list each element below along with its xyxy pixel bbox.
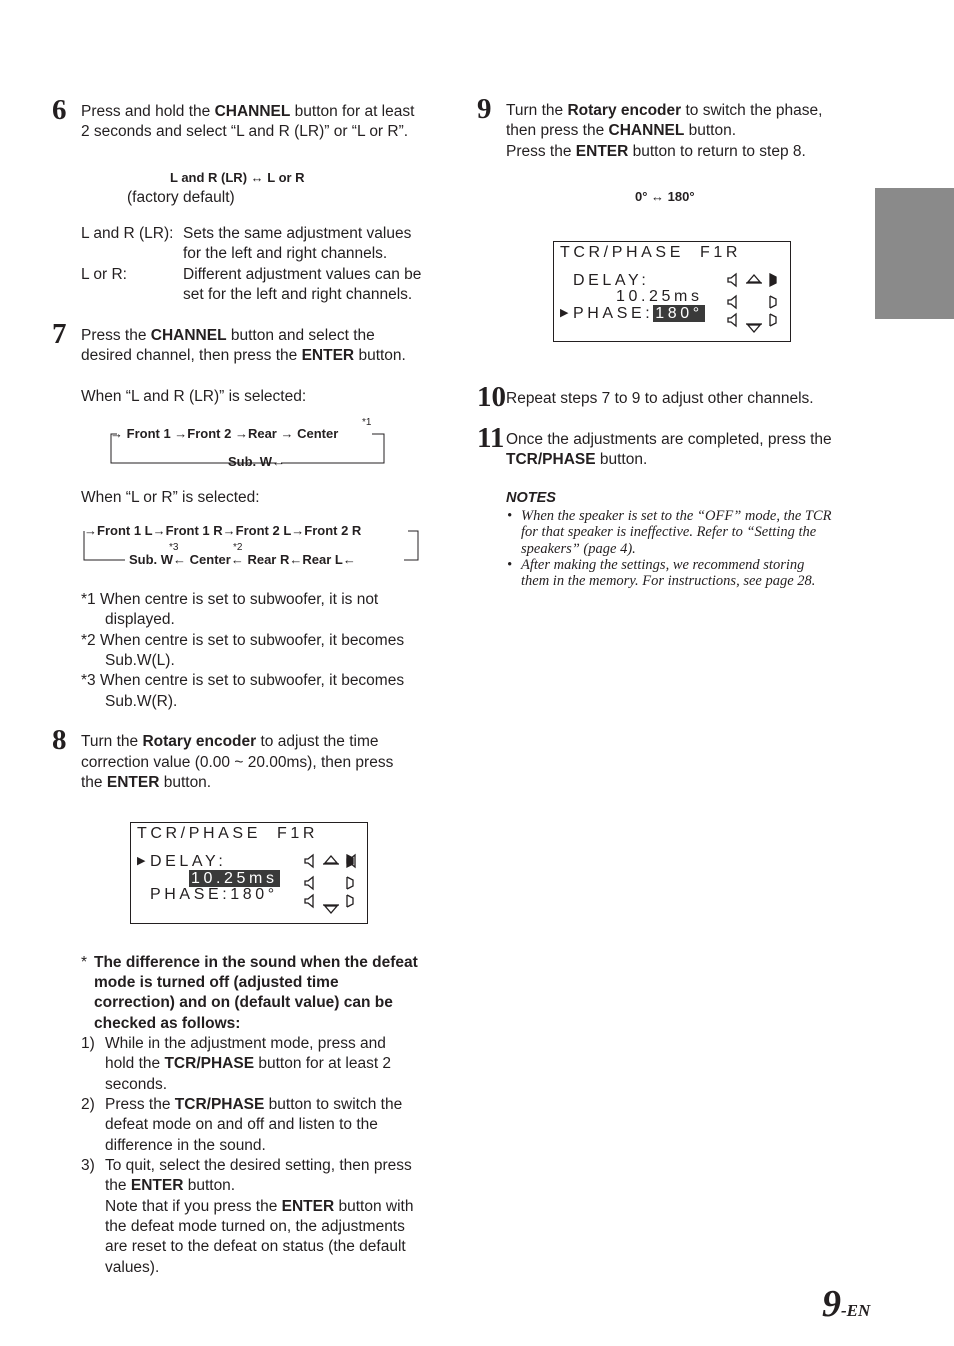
when-lr-selected: When “L and R (LR)” is selected:	[81, 388, 307, 405]
defeat-item-3-line-6: values).	[105, 1259, 160, 1276]
lcd-delay-value: 10.25ms	[191, 870, 278, 887]
definition-lr-line-1: Sets the same adjustment values	[183, 225, 412, 242]
step-11-line-1: Once the adjustments are completed, press the	[506, 431, 832, 448]
defeat-item-3-line-2: the ENTER button.	[105, 1177, 236, 1194]
step-9-number: 9	[477, 93, 492, 125]
step-7-line-2: desired channel, then press the ENTER button.	[81, 347, 406, 364]
footnote-1-line-2: displayed.	[105, 611, 175, 628]
definition-l-or-r-line-2: set for the left and right channels.	[183, 286, 413, 303]
step-10-number: 10	[477, 381, 506, 413]
note-2-line-1: After making the settings, we recommend storing	[521, 557, 805, 573]
defeat-item-2-line-3: difference in the sound.	[105, 1137, 266, 1154]
step-8-line-2: correction value (0.00 ~ 20.00ms), then press	[81, 754, 394, 771]
lcd-cursor: ▶	[560, 307, 569, 319]
note-1-line-2: for that speaker is ineffective. Refer to “Setting the	[521, 524, 817, 540]
section-tab	[875, 188, 954, 319]
footnote-mark-1: *1	[362, 417, 372, 428]
factory-default-note: (factory default)	[127, 189, 235, 206]
defeat-item-1-line-1: While in the adjustment mode, press and	[105, 1035, 386, 1052]
step-8-number: 8	[52, 724, 67, 756]
lr-flow-sequence: → Front 1 →Front 2 →Rear → Center	[110, 426, 339, 441]
lcd-title: TCR/PHASE F1R	[560, 244, 742, 261]
note-2-bullet: •	[507, 557, 513, 573]
step-11-line-2: TCR/PHASE button.	[506, 451, 648, 468]
defeat-heading-4: checked as follows:	[94, 1015, 241, 1032]
footnote-mark-2: *2	[233, 542, 243, 553]
defeat-item-1-line-2: hold the TCR/PHASE button for at least 2	[105, 1055, 392, 1072]
defeat-heading-2: mode is turned off (adjusted time	[94, 974, 339, 991]
speaker-layout-icon	[722, 270, 786, 336]
step-10-text: Repeat steps 7 to 9 to adjust other channels.	[506, 390, 814, 407]
when-l-or-r-selected: When “L or R” is selected:	[81, 489, 260, 506]
footnote-2-line-2: Sub.W(L).	[105, 652, 175, 669]
lcd-phase: PHASE:180°	[150, 886, 278, 903]
lcd-display-delay	[130, 822, 368, 924]
note-2-line-2: them in the memory. For instructions, see page 28.	[521, 573, 816, 589]
defeat-item-3-line-3: Note that if you press the ENTER button with	[105, 1198, 414, 1215]
channel-mode-toggle: L and R (LR) ↔ L or R	[170, 170, 305, 185]
step-6-number: 6	[52, 94, 67, 126]
notes-title: NOTES	[506, 490, 556, 506]
lcd-phase-row	[573, 305, 705, 322]
defeat-item-3-number: 3)	[81, 1157, 95, 1174]
step-6-line-2: 2 seconds and select “L and R (LR)” or “L or R”.	[81, 123, 409, 140]
step-9-line-1: Turn the Rotary encoder to switch the phase,	[506, 102, 823, 119]
page-number: 9-EN	[822, 1283, 871, 1325]
phase-toggle: 0° ↔ 180°	[635, 189, 695, 204]
defeat-item-2-line-2: defeat mode on and off and listen to the	[105, 1116, 378, 1133]
definition-term-lr: L and R (LR):	[81, 225, 174, 242]
l-or-r-flow-return: Sub. W← Center← Rear R←Rear L←	[129, 552, 356, 567]
definition-term-l-or-r: L or R:	[81, 266, 127, 283]
lcd-cursor: ▶	[137, 855, 146, 867]
step-9-line-2: then press the CHANNEL button.	[506, 122, 737, 139]
defeat-item-1-line-3: seconds.	[105, 1076, 168, 1093]
defeat-item-3-line-1: To quit, select the desired setting, then press	[105, 1157, 412, 1174]
defeat-item-2-line-1: Press the TCR/PHASE button to switch the	[105, 1096, 403, 1113]
definition-lr-line-2: for the left and right channels.	[183, 245, 388, 262]
step-7-line-1: Press the CHANNEL button and select the	[81, 327, 375, 344]
defeat-star: *	[81, 954, 88, 971]
lcd-delay-label: DELAY:	[573, 272, 650, 289]
lcd-phase-value: 180°	[655, 305, 703, 322]
defeat-heading-3: correction) and on (default value) can be	[94, 994, 393, 1011]
l-or-r-flow-sequence: →Front 1 L→Front 1 R→Front 2 L→Front 2 R	[84, 523, 362, 538]
lcd-display-phase	[553, 241, 791, 342]
lcd-delay-value-wrap	[189, 870, 280, 887]
defeat-item-3-line-5: are reset to the defeat on status (the default	[105, 1238, 406, 1255]
lcd-phase-label: PHASE:	[573, 305, 654, 322]
lcd-delay-label: DELAY:	[150, 853, 227, 870]
step-6-line-1: Press and hold the CHANNEL button for at least	[81, 103, 415, 120]
defeat-item-1-number: 1)	[81, 1035, 95, 1052]
step-11-number: 11	[477, 422, 505, 454]
lr-flow-return: Sub. W←	[228, 454, 286, 469]
step-7-number: 7	[52, 318, 67, 350]
footnote-mark-3: *3	[169, 542, 179, 553]
defeat-item-2-number: 2)	[81, 1096, 95, 1113]
step-8-line-3: the ENTER button.	[81, 774, 212, 791]
note-1-line-1: When the speaker is set to the “OFF” mode, the TCR	[521, 508, 832, 524]
defeat-heading-1: The difference in the sound when the defeat	[94, 954, 418, 971]
definition-l-or-r-line-1: Different adjustment values can be	[183, 266, 422, 283]
lcd-title: TCR/PHASE F1R	[137, 825, 319, 842]
note-1-bullet: •	[507, 508, 513, 524]
note-1-line-3: speakers” (page 4).	[521, 541, 636, 557]
footnote-3-line-2: Sub.W(R).	[105, 693, 178, 710]
speaker-layout-icon	[299, 851, 363, 917]
footnote-1-line-1: *1 When centre is set to subwoofer, it is not	[81, 591, 379, 608]
footnote-2-line-1: *2 When centre is set to subwoofer, it becomes	[81, 632, 405, 649]
footnote-3-line-1: *3 When centre is set to subwoofer, it becomes	[81, 672, 405, 689]
step-9-line-3: Press the ENTER button to return to step 8.	[506, 143, 806, 160]
defeat-item-3-line-4: the defeat mode turned on, the adjustments	[105, 1218, 405, 1235]
step-8-line-1: Turn the Rotary encoder to adjust the time	[81, 733, 379, 750]
lcd-delay-value: 10.25ms	[616, 288, 703, 305]
